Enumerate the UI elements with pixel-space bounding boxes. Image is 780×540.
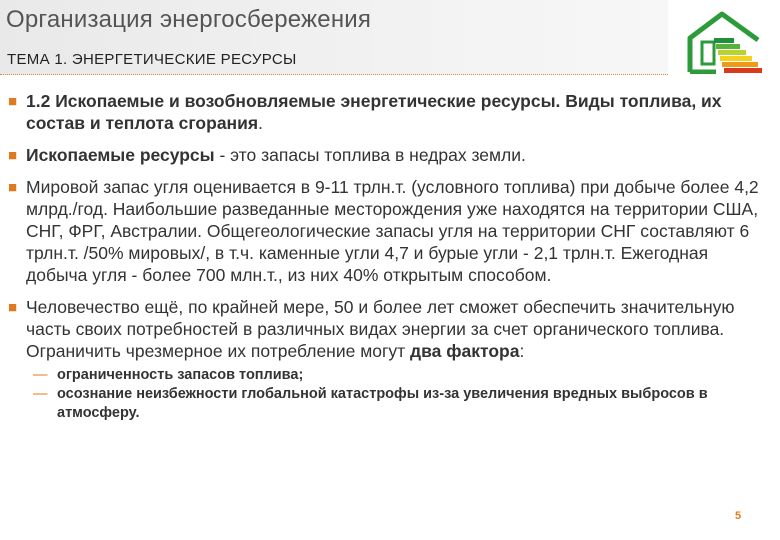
list-item <box>33 385 768 423</box>
bullet-marker-icon: ■ <box>8 93 18 110</box>
slide-content <box>8 90 768 423</box>
definition-text: - это запасы топлива в недрах земли. <box>214 145 526 165</box>
bullet-marker-icon: ■ <box>8 299 18 316</box>
factor-text: осознание неизбежности глобальной катастрофы из-за увеличения вредных выбросов в атмосферу. <box>57 386 708 421</box>
dash-marker-icon: — <box>33 367 48 383</box>
humanity-energy-text: Человечество ещё, по крайней мере, 50 и более лет сможет обеспечить значительную часть своих потребностей в различных видах энергии за счет органического топлива. Ограничить чрезмерное их потребление могут <box>26 297 735 361</box>
term-fossil-resources: Ископаемые ресурсы <box>26 145 215 165</box>
page-number: 5 <box>735 510 742 522</box>
topic-subtitle: ТЕМА 1. ЭНЕРГЕТИЧЕСКИЕ РЕСУРСЫ <box>7 51 297 68</box>
bullet-topic-text: 1.2 Ископаемые и возобновляемые энергетические ресурсы. Виды топлива, их состав и теплота сгорания <box>26 91 722 133</box>
two-factors-term: два фактора <box>409 341 520 361</box>
page-title: Организация энергосбережения <box>6 6 372 33</box>
coal-reserves-text: Мировой запас угля оценивается в 9-11 трлн.т. (условного топлива) при добыче более 4,2 млрд./год. Наибольшие разведанные месторождения уже находятся на территории США, СНГ, ФРГ, Австралии. Общегеологические запасы угля на территории СНГ составляют 6 трлн.т. /50% мировых/, в т.ч. каменные угли 4,7 и бурые угли - 2,1 трлн.т. Ежегодная добыча угля - более 700 млн.т., из них 40% открытым способом. <box>26 177 759 285</box>
bullet-humanity-energy <box>8 296 768 362</box>
bullet-coal-reserves <box>8 176 768 286</box>
bullet-fossil-resources <box>8 144 768 166</box>
bullet-marker-icon: ■ <box>8 179 18 196</box>
list-item <box>33 366 768 385</box>
energy-efficiency-house-icon <box>680 10 764 74</box>
humanity-energy-tail: : <box>519 341 525 361</box>
bullet-topic-tail: . <box>258 113 263 133</box>
bullet-topic <box>8 90 768 134</box>
bullet-marker-icon: ■ <box>8 147 18 164</box>
dash-marker-icon: — <box>33 386 48 402</box>
slide-header <box>0 0 668 75</box>
factors-list <box>8 366 768 423</box>
factor-text: ограниченность запасов топлива; <box>57 367 304 383</box>
